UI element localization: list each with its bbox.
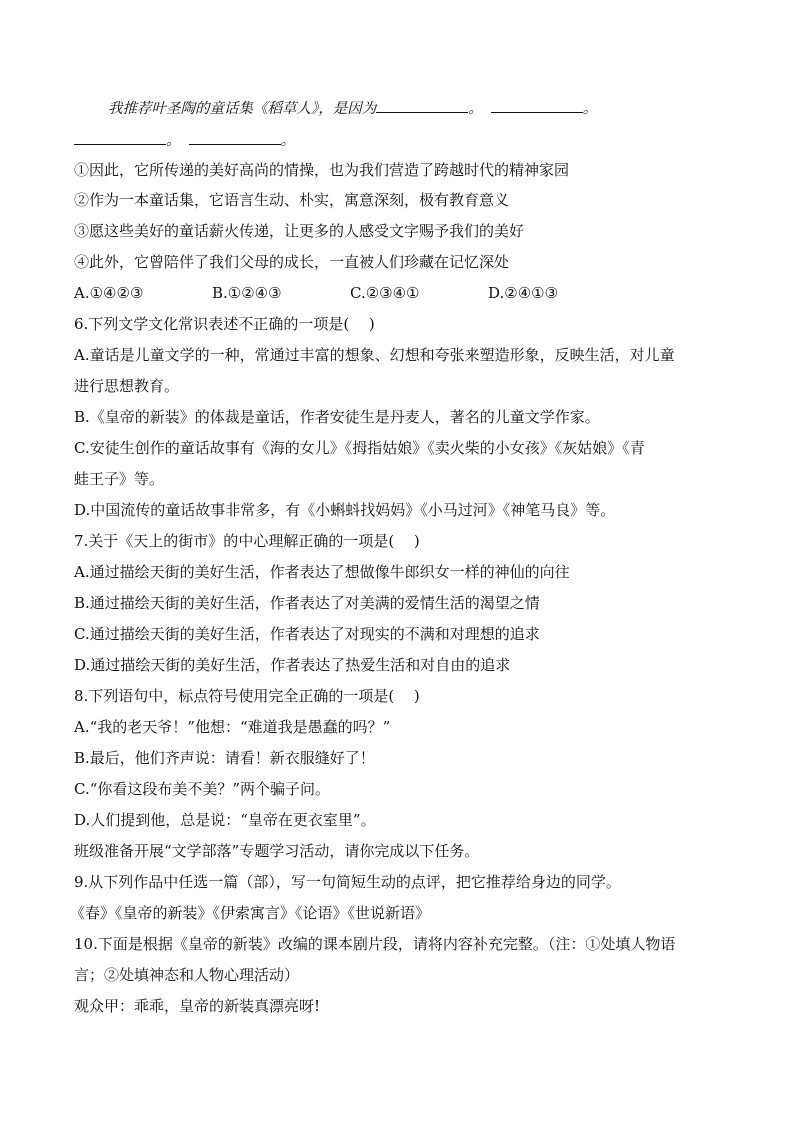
answer-blank[interactable] <box>376 98 468 113</box>
q6-option-d: D.中国流传的童话故事非常多，有《小蝌蚪找妈妈》《小马过河》《神笔马良》等。 <box>74 501 616 519</box>
sorting-intro-text: 我推荐叶圣陶的童话集《稻草人》，是因为 <box>108 101 377 117</box>
q9-stem: 9.从下列作品中任选一篇（部），写一句简短生动的点评，把它推荐给身边的同学。 <box>74 873 621 891</box>
q10-stem: 10.下面是根据《皇帝的新装》改编的课本剧片段，请将内容补充完整。（注：①处填人物语 <box>74 935 676 953</box>
sorting-blanks-line <box>74 130 724 151</box>
answer-blank[interactable] <box>74 130 166 145</box>
q8-stem: 8.下列语句中，标点符号使用完全正确的一项是( ) <box>74 687 420 705</box>
q8-option-d: D.人们提到他，总是说：“皇帝在更衣室里”。 <box>74 811 376 829</box>
sentence-3: ③愿这些美好的童话薪火传递，让更多的人感受文字赐予我们的美好 <box>74 222 525 240</box>
q10-stem-cont: 言；②处填神态和人物心理活动） <box>74 966 300 984</box>
answer-blank[interactable] <box>491 98 583 113</box>
period: 。 <box>582 101 598 117</box>
q6-option-b: B.《皇帝的新装》的体裁是童话，作者安徒生是丹麦人，著名的儿童文学作家。 <box>74 408 600 426</box>
sentence-2: ②作为一本童话集，它语言生动、朴实，寓意深刻，极有教育意义 <box>74 191 510 209</box>
q10-audience-line: 观众甲：乖乖，皇帝的新装真漂亮呀! <box>74 997 321 1015</box>
q7-option-c: C.通过描绘天街的美好生活，作者表达了对现实的不满和对理想的追求 <box>74 625 540 643</box>
period: 。 <box>468 101 483 117</box>
q6-option-c-cont: 蛙王子》等。 <box>74 470 165 488</box>
option-b: B.①②④③ <box>212 284 282 302</box>
option-c: C.②③④① <box>350 284 420 302</box>
sorting-options <box>74 283 724 303</box>
q8-option-a: A.“我的老天爷！”他想：“难道我是愚蠢的吗？” <box>74 718 391 736</box>
q9-works-list: 《春》《皇帝的新装》《伊索寓言》《论语》《世说新语》 <box>70 904 431 922</box>
sentence-4: ④此外，它曾陪伴了我们父母的成长，一直被人们珍藏在记忆深处 <box>74 253 510 271</box>
q7-option-a: A.通过描绘天街的美好生活，作者表达了想做像牛郎织女一样的神仙的向往 <box>74 563 570 581</box>
q7-option-b: B.通过描绘天街的美好生活，作者表达了对美满的爱情生活的渴望之情 <box>74 594 540 612</box>
answer-blank[interactable] <box>189 130 281 145</box>
q8-option-c: C.“你看这段布美不美？”两个骗子问。 <box>74 780 331 798</box>
activity-intro: 班级准备开展“文学部落”专题学习活动，请你完成以下任务。 <box>74 842 480 860</box>
sentence-1: ①因此，它所传递的美好高尚的情操，也为我们营造了跨越时代的精神家园 <box>74 161 570 179</box>
option-a: A.①④②③ <box>74 284 144 302</box>
sorting-intro-line <box>108 98 724 119</box>
q6-stem: 6.下列文学文化常识表述不正确的一项是( ) <box>74 315 375 333</box>
q6-option-a-cont: 进行思想教育。 <box>74 377 180 395</box>
q7-option-d: D.通过描绘天街的美好生活，作者表达了热爱生活和对自由的追求 <box>74 656 511 674</box>
q6-option-c: C.安徒生创作的童话故事有《海的女儿》《拇指姑娘》《卖火柴的小女孩》《灰姑娘》《青 <box>74 439 645 457</box>
period: 。 <box>280 133 295 149</box>
period: 。 <box>166 133 181 149</box>
q8-option-b: B.最后，他们齐声说：请看！新衣服缝好了！ <box>74 749 375 767</box>
option-d: D.②④①③ <box>488 284 559 302</box>
q6-option-a: A.童话是儿童文学的一种，常通过丰富的想象、幻想和夸张来塑造形象，反映生活，对儿童 <box>74 346 675 364</box>
q7-stem: 7.关于《天上的街市》的中心理解正确的一项是( ) <box>74 532 420 550</box>
